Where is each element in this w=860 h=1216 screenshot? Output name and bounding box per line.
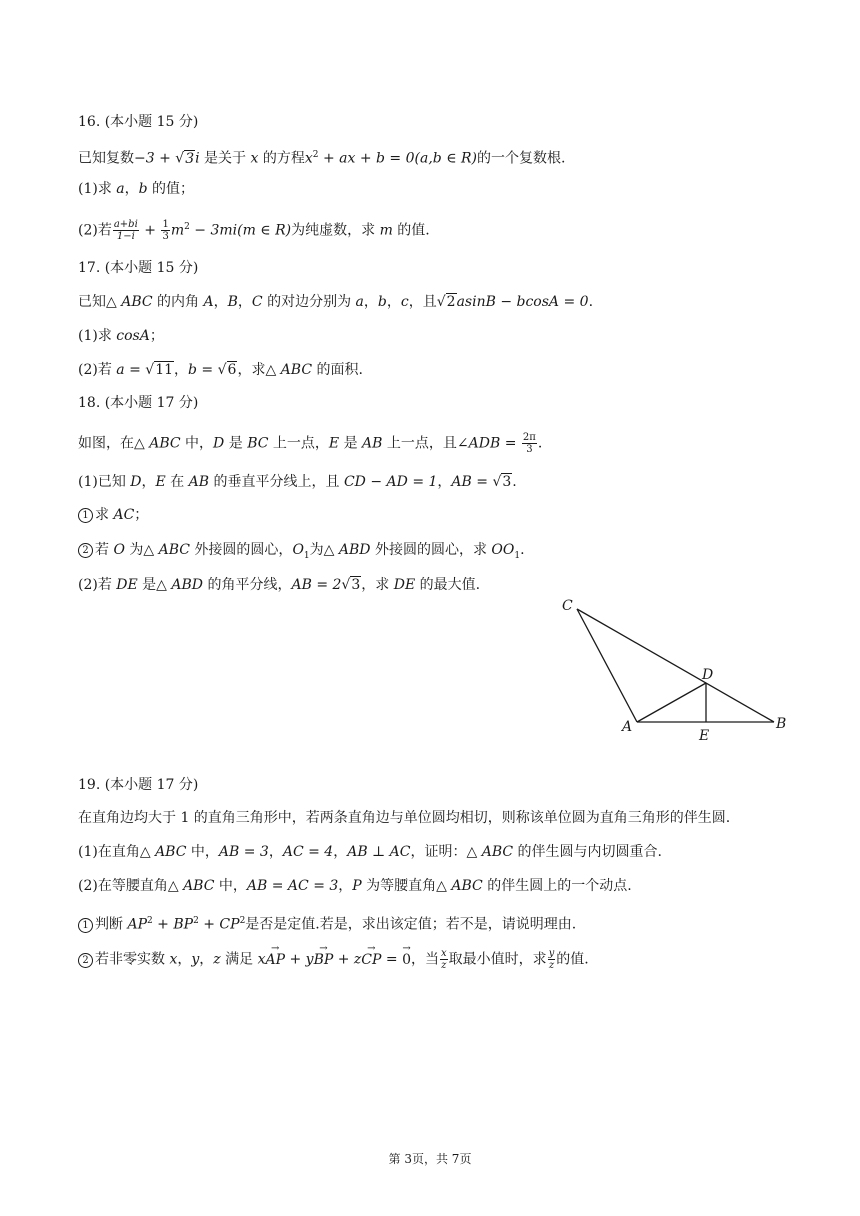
circled-number: 1: [78, 508, 93, 523]
problem-19-header: 19. (本小题 17 分): [78, 777, 199, 793]
problem-18-header: 18. (本小题 17 分): [78, 395, 199, 411]
problem-19-stem: 在直角边均大于 1 的直角三角形中，若两条直角边与单位圆均相切，则称该单位圆为直角三角形的伴生圆.: [78, 810, 731, 826]
problem-17-part-1: (1)求 cosA；: [78, 328, 164, 344]
problem-16-header: 16. (本小题 15 分): [78, 114, 199, 130]
problem-16-part-2: (2)若 $\frac{a+bi}{1-i}$ + $\frac{1}{3}$ $m^2 - 3mi(m$ ∈ R)为纯虚数，求 m 的值.: [78, 219, 430, 243]
page-footer: 第 3页，共 7页: [388, 1152, 472, 1166]
vector-BP: → BP: [314, 950, 334, 970]
fraction: $\frac{y}{z}$: [548, 948, 555, 971]
vector-AP: → AP: [265, 950, 285, 970]
problem-17-stem: 已知△ ABC 的内角 A，B，C 的对边分别为 a，b，c，且√2asinB − bcosA = 0.: [78, 294, 594, 310]
fraction: $\frac{x}{z}$: [441, 948, 447, 971]
problem-17-header: 17. (本小题 15 分): [78, 260, 199, 276]
label-D: D: [702, 667, 714, 683]
problem-18-sub-1: 1 求 AC；: [78, 505, 148, 525]
circled-number: 2: [78, 953, 93, 968]
problem-17-part-2: (2)若 a = √11，b = √6，求△ ABC 的面积.: [78, 362, 363, 378]
problem-16-stem: 已知复数−3 + √3i 是关于 x 的方程$x^2$ + ax + b = 0(a,b ∈ R)的一个复数根.: [78, 150, 566, 167]
label-B: B: [776, 716, 787, 732]
problem-16-part-1: (1)求 a，b 的值；: [78, 181, 195, 197]
label-A: A: [622, 719, 633, 735]
problem-19-part-1: (1)在直角△ ABC 中，AB = 3，AC = 4，AB ⊥ AC，证明：△ ABC 的伴生圆与内切圆重合.: [78, 844, 662, 860]
fraction: $\frac{2\pi}{3}$: [522, 432, 536, 455]
problem-19-sub-2: 2 若非零实数 x，y，z 满足 x→ AP + y→ BP + z→ CP = → 0，当 $\frac{x}{z}$ 取最小值时，求 $\frac{y}{z}$ 的值.: [78, 948, 589, 971]
problem-19-part-2: (2)在等腰直角△ ABC 中，AB = AC = 3，P 为等腰直角△ ABC 的伴生圆上的一个动点.: [78, 878, 632, 894]
label-C: C: [562, 598, 573, 614]
problem-18-stem: 如图，在△ ABC 中，D 是 BC 上一点，E 是 AB 上一点，且∠ADB = $\frac{2\pi}{3}$ .: [78, 432, 543, 455]
fraction: $\frac{1}{3}$: [162, 219, 169, 243]
segment-AD: [637, 683, 706, 722]
vector-CP: → CP: [361, 950, 381, 970]
label-E: E: [699, 728, 710, 744]
problem-18-sub-2: 2 若 O 为△ ABC 外接圆的圆心，$O_1$为△ ABD 外接圆的圆心，求 $OO_1$.: [78, 540, 525, 566]
zero-vector: → 0: [402, 950, 411, 970]
problem-18-part-1: (1)已知 D，E 在 AB 的垂直平分线上，且 CD − AD = 1，AB = √3.: [78, 474, 517, 490]
circled-number: 1: [78, 918, 93, 933]
fraction: $\frac{a+bi}{1-i}$: [113, 219, 138, 243]
problem-18-part-2: (2)若 DE 是△ ABD 的角平分线，AB = 2√3，求 DE 的最大值.: [78, 577, 481, 593]
circled-number: 2: [78, 543, 93, 558]
triangle-figure: [560, 595, 800, 745]
problem-19-sub-1: 1 判断 $AP^2 + BP^2 + CP^2$是否是定值.若是，求出该定值；若不是，请说明理由.: [78, 911, 576, 935]
